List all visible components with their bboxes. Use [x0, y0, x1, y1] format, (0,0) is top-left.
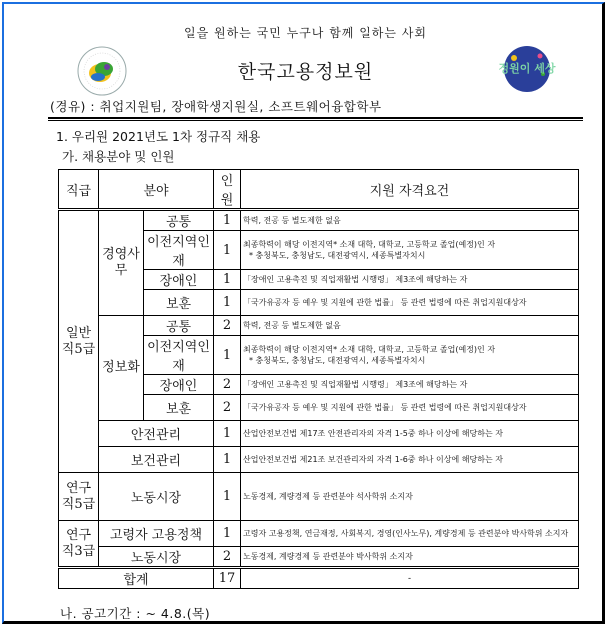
field-cell: 이전지역인재: [144, 231, 214, 270]
grade-cell: 연구직3급: [59, 521, 99, 568]
grade-cell: 연구직5급: [59, 473, 99, 521]
requirement-cell: 산업안전보건법 제21조 보건관리자의 자격 1-6중 하나 이상에 해당하는 자: [241, 447, 579, 473]
field-cell: 공통: [144, 316, 214, 336]
count-cell: 2: [214, 375, 241, 395]
table-row: [59, 547, 579, 568]
table-row: [59, 447, 579, 473]
divider: [48, 120, 583, 121]
count-cell: 2: [214, 316, 241, 336]
requirement-cell: 노동경제, 계량경제 등 관련분야 박사학위 소지자: [241, 547, 579, 568]
requirement-cell: 최종학력이 해당 이전지역* 소재 대학, 대학교, 고등학교 졸업(예정)인 자 * 충청북도, 충청남도, 대전광역시, 세종특별자치시: [241, 231, 579, 270]
section-title: 1. 우리원 2021년도 1차 정규직 채용: [56, 129, 261, 144]
requirement-cell: 학력, 전공 등 별도제한 없음: [241, 210, 579, 231]
requirement-cell: 학력, 전공 등 별도제한 없음: [241, 316, 579, 336]
total-row: [59, 568, 579, 589]
table-row: [59, 473, 579, 521]
count-cell: 2: [214, 547, 241, 568]
divider: [48, 117, 583, 119]
routing-line: (경유) : 취업지원팀, 장애학생지원실, 소프트웨어융합학부: [50, 99, 382, 114]
field-cell: 보건관리: [99, 447, 214, 473]
header-requirements: 지원 자격요건: [241, 170, 579, 210]
field-cell: 노동시장: [99, 473, 214, 521]
field-cell: 공통: [144, 210, 214, 231]
group-cell: 정보화: [99, 316, 144, 421]
field-cell: 장애인: [144, 375, 214, 395]
count-cell: 1: [214, 210, 241, 231]
count-cell: 1: [214, 447, 241, 473]
total-requirement: -: [241, 568, 579, 589]
group-cell: 경영사무: [99, 210, 144, 316]
recruitment-table: [58, 169, 579, 589]
table-row: [59, 210, 579, 231]
count-cell: 1: [214, 231, 241, 270]
field-cell: 보훈: [144, 290, 214, 316]
field-cell: 노동시장: [99, 547, 214, 568]
count-cell: 1: [214, 270, 241, 290]
subsection-title: 가. 채용분야 및 인원: [62, 149, 175, 164]
total-count: 17: [214, 568, 241, 589]
count-cell: 1: [214, 336, 241, 375]
count-cell: 2: [214, 395, 241, 421]
campaign-logo-icon: [498, 44, 556, 94]
count-cell: 1: [214, 521, 241, 547]
requirement-cell: 최종학력이 해당 이전지역* 소재 대학, 대학교, 고등학교 졸업(예정)인 자 * 충청북도, 충청남도, 대전광역시, 세종특별자치시: [241, 336, 579, 375]
table-row: [59, 421, 579, 447]
table-row: [59, 521, 579, 547]
field-cell: 장애인: [144, 270, 214, 290]
requirement-cell: 「장애인 고용촉진 및 직업재활법 시행령」 제3조에 해당하는 자: [241, 270, 579, 290]
requirement-cell: 「장애인 고용촉진 및 직업재활법 시행령」 제3조에 해당하는 자: [241, 375, 579, 395]
field-cell: 고령자 고용정책: [99, 521, 214, 547]
count-cell: 1: [214, 473, 241, 521]
count-cell: 1: [214, 421, 241, 447]
table-row: [59, 316, 579, 336]
grade-cell: 일반직5급: [59, 210, 99, 473]
announcement-period: 나. 공고기간 : ~ 4.8.(목): [60, 606, 211, 621]
requirement-cell: 산업안전보건법 제17조 안전관리자의 자격 1-5중 하나 이상에 해당하는 자: [241, 421, 579, 447]
field-cell: 이전지역인재: [144, 336, 214, 375]
requirement-cell: 「국가유공자 등 예우 및 지원에 관한 법률」 등 관련 법령에 따른 취업지원대상자: [241, 395, 579, 421]
header-grade: 직급: [59, 170, 99, 210]
requirement-cell: 노동경제, 계량경제 등 관련분야 석사학위 소지자: [241, 473, 579, 521]
header-count: 인원: [214, 170, 241, 210]
total-label: 합계: [59, 568, 214, 589]
header-field: 분야: [99, 170, 214, 210]
count-cell: 1: [214, 290, 241, 316]
field-cell: 보훈: [144, 395, 214, 421]
organization-name: 한국고용정보원: [237, 61, 374, 83]
campaign-logo-text: 정원이 세상: [498, 62, 556, 75]
requirement-cell: 「국가유공자 등 예우 및 지원에 관한 법률」 등 관련 법령에 따른 취업지원대상자: [241, 290, 579, 316]
slogan: 일을 원하는 국민 누구나 함께 일하는 사회: [184, 26, 427, 40]
requirement-cell: 고령자 고용정책, 연금재정, 사회복지, 경영(인사노무), 계량경제 등 관련분야 박사학위 소지자: [241, 521, 579, 547]
field-cell: 안전관리: [99, 421, 214, 447]
